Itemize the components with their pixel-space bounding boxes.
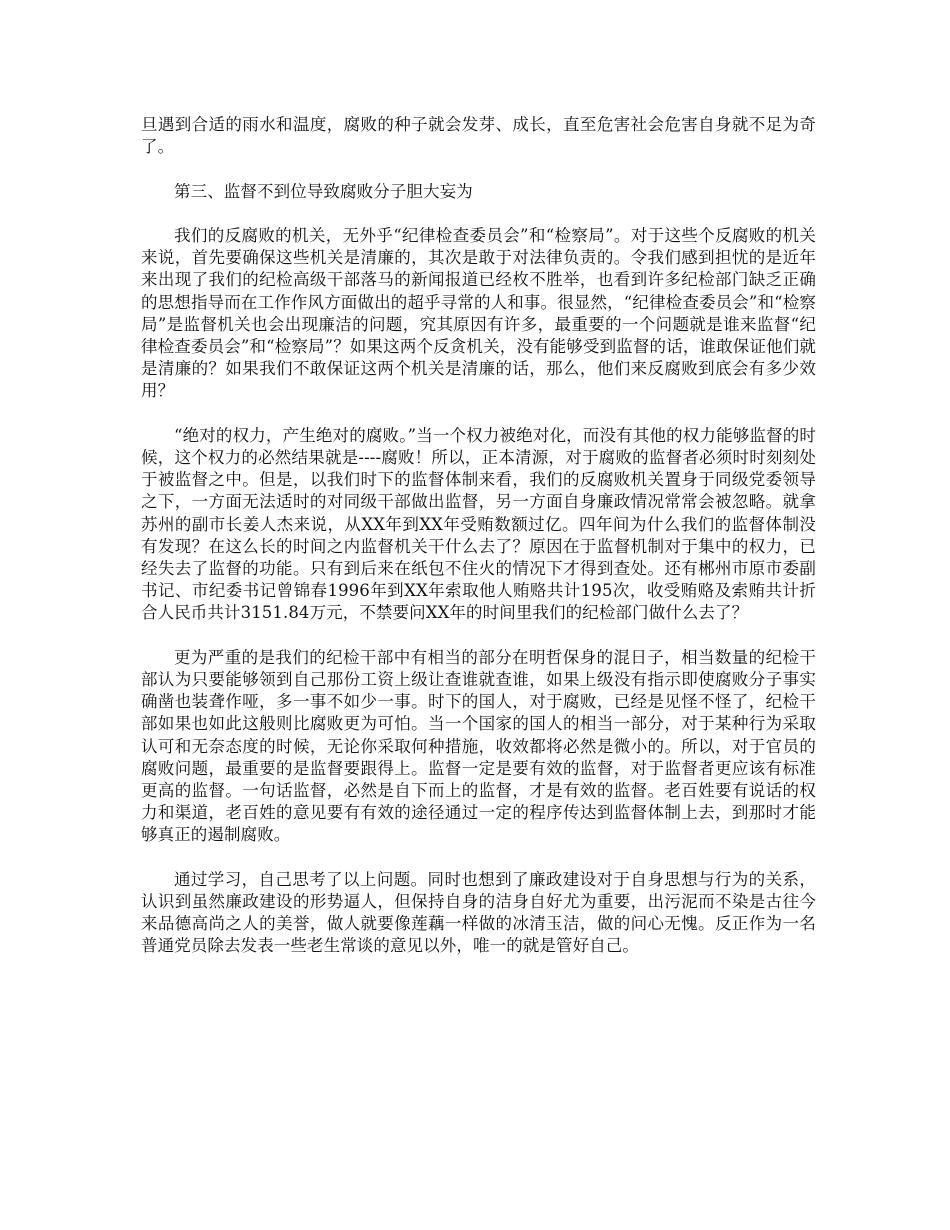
paragraph: 更为严重的是我们的纪检干部中有相当的部分在明哲保身的混日子，相当数量的纪检干部认为只要能够领到自己那份工资上级让查谁就查谁，如果上级没有指示即使腐败分子事实确凿也装聋作哑，多一事不如少一事。时下的国人，对于腐败，已经是见怪不怪了，纪检干部如果也如此这般则比腐败更为可怕。当一个国家的国人的相当一部分，对于某种行为采取认可和无奈态度的时候，无论你采取何种措施，收效都将必然是微小的。所以，对于官员的腐败问题，最重要的是监督要跟得上。监督一定是要有效的监督，对于监督者更应该有标准更高的监督。一句话监督，必然是自下而上的监督，才是有效的监督。老百姓要有说话的权力和渠道，老百姓的意见要有有效的途径通过一定的程序传达到监督体制上去，到那时才能够真正的遏制腐败。 xyxy=(141,647,816,845)
paragraph: 通过学习，自己思考了以上问题。同时也想到了廉政建设对于自身思想与行为的关系，认识到虽然廉政建设的形势逼人，但保持自身的洁身自好尤为重要，出污泥而不染是古往今来品德高尚之人的美誉，做人就要像莲藕一样做的冰清玉洁，做的问心无愧。反正作为一名普通党员除去发表一些老生常谈的意见以外，唯一的就是管好自己。 xyxy=(141,869,816,956)
paragraph: “绝对的权力，产生绝对的腐败。”当一个权力被绝对化，而没有其他的权力能够监督的时候，这个权力的必然结果就是----腐败！所以，正本清源，对于腐败的监督者必须时时刻刻处于被监督之中。但是，以我们时下的监督体制来看，我们的反腐败机关置身于同级党委领导之下，一方面无法适时的对同级干部做出监督，另一方面自身廉政情况常常会被忽略。就拿苏州的副市长姜人杰来说，从XX年到XX年受贿数额过亿。四年间为什么我们的监督体制没有发现？在这么长的时间之内监督机关干什么去了？原因在于监督机制对于集中的权力，已经失去了监督的功能。只有到后来在纸包不住火的情况下才得到查处。还有郴州市原市委副书记、市纪委书记曾锦春1996年到XX年索取他人贿赂共计195次，收受贿赂及索贿共计折合人民币共计3151.84万元，不禁要问XX年的时间里我们的纪检部门做什么去了？ xyxy=(141,425,816,623)
paragraph: 我们的反腐败的机关，无外乎“纪律检查委员会”和“检察局”。对于这些个反腐败的机关来说，首先要确保这些机关是清廉的，其次是敢于对法律负责的。令我们感到担忧的是近年来出现了我们的纪检高级干部落马的新闻报道已经枚不胜举，也看到许多纪检部门缺乏正确的思想指导而在工作作风方面做出的超乎寻常的人和事。很显然，“纪律检查委员会”和“检察局”是监督机关也会出现廉洁的问题，究其原因有许多，最重要的一个问题就是谁来监督“纪律检查委员会”和“检察局”？如果这两个反贪机关，没有能够受到监督的话，谁敢保证他们就是清廉的？如果我们不敢保证这两个机关是清廉的话，那么，他们来反腐败到底会有多少效用？ xyxy=(141,225,816,401)
paragraph-continuation: 旦遇到合适的雨水和温度，腐败的种子就会发芽、成长，直至危害社会危害自身就不足为奇了。 xyxy=(141,115,816,157)
section-heading: 第三、监督不到位导致腐败分子胆大妄为 xyxy=(174,181,473,201)
document-body xyxy=(141,114,816,958)
